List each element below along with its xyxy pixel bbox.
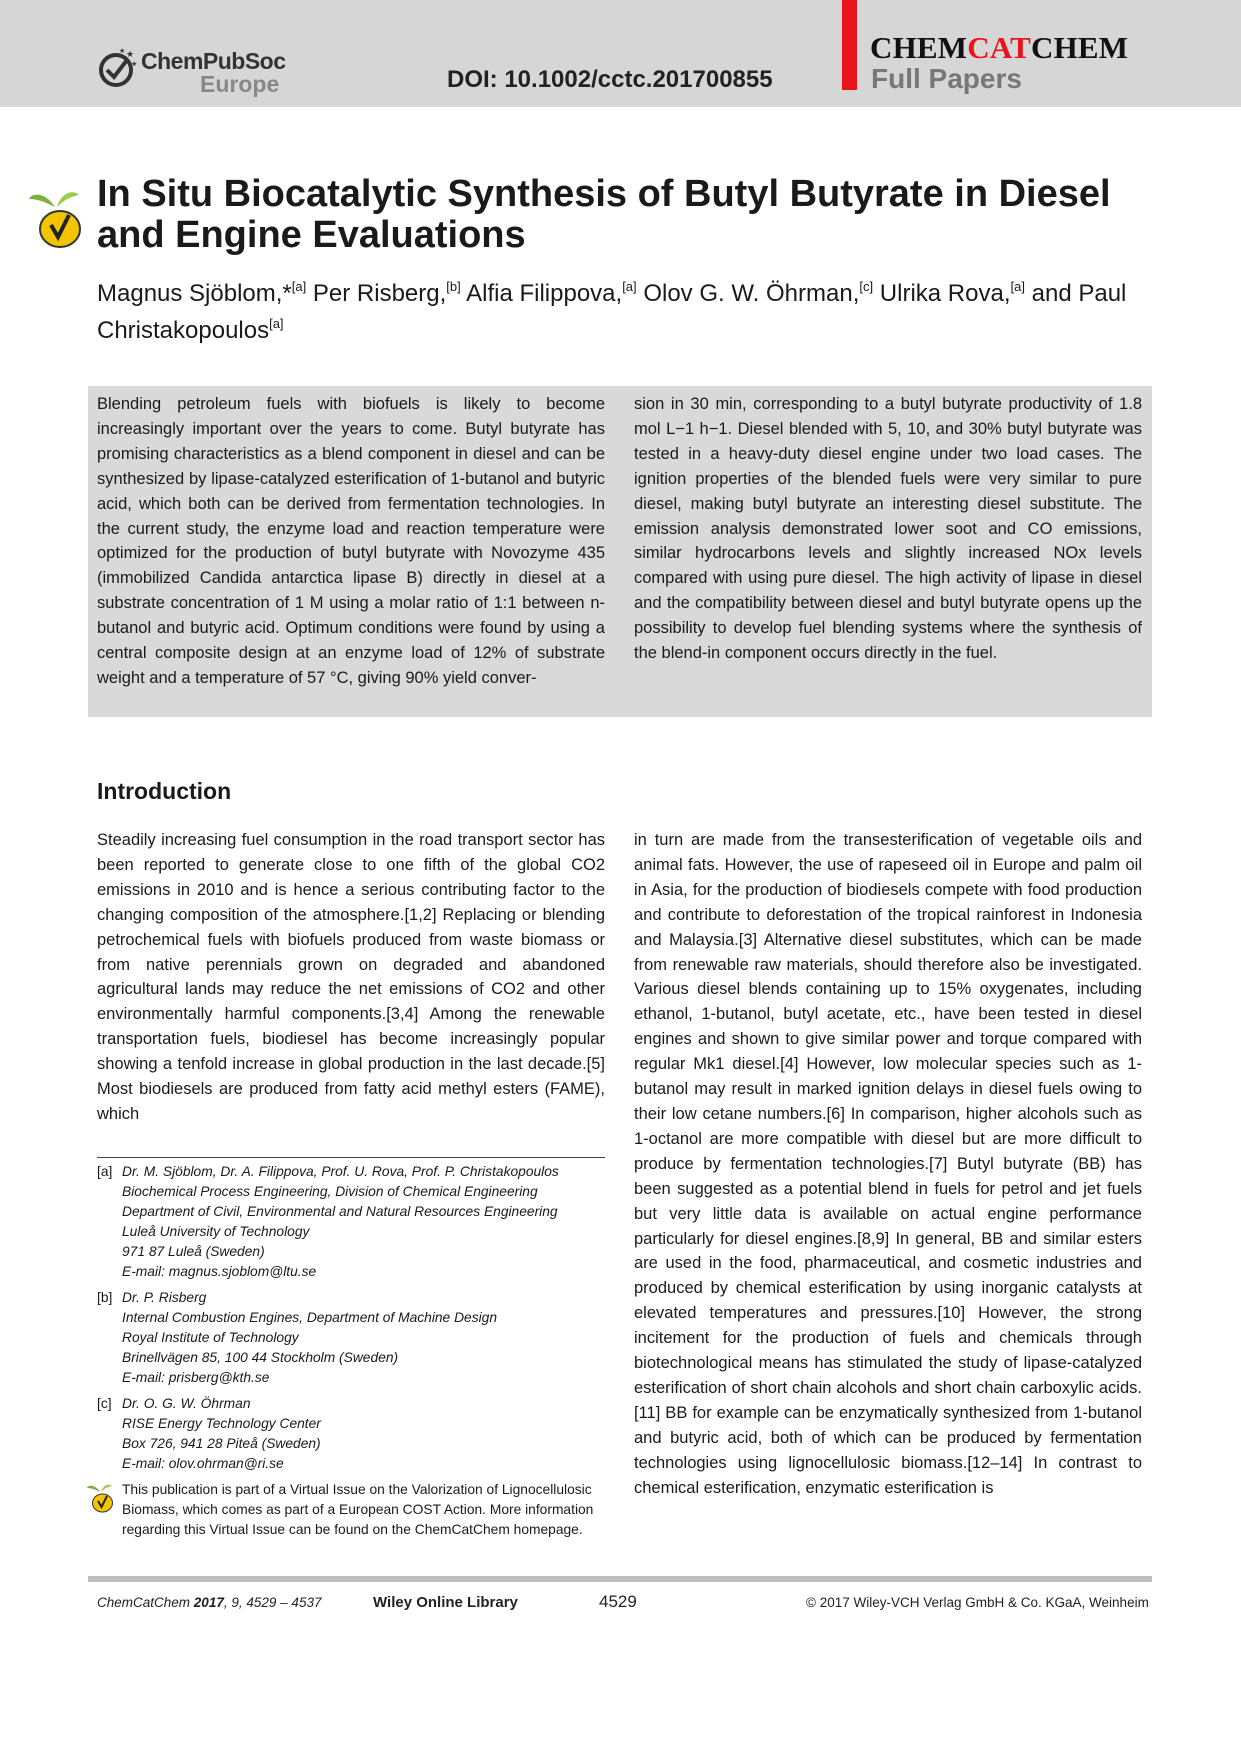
footer-volume: 9 (231, 1595, 239, 1610)
article-title: In Situ Biocatalytic Synthesis of Butyl Butyrate in Diesel and Engine Evaluations (97, 173, 1111, 256)
abstract-column-left (97, 392, 605, 691)
svg-text:★: ★ (126, 49, 135, 59)
author-affiliation-ref: [a] (291, 279, 307, 294)
affiliation-line: 971 87 Luleå (Sweden) (122, 1244, 265, 1259)
abstract-text: sion in 30 min, corresponding to a butyl butyrate productivity of 1.8 mol L−1 h−1. Diesel blended with 5, 10, and 30% butyl butyrate was tested in a heavy-duty diesel engine under two load cases. The ignition properties of the blended fuels were very similar to pure diesel, making butyl butyrate an interesting diesel substitute. The emission analysis demonstrated lower soot and CO emissions, similar hydrocarbons levels and slightly increased NOx levels compared with using pure diesel. The high activity of lipase in diesel and the compatibility between diesel and butyl butyrate opens up the possibility to develop fuel blending systems where the synthesis of the blend-in component occurs directly in the fuel. (634, 395, 1142, 663)
footer-year: 2017 (193, 1595, 224, 1610)
affiliation-line: Royal Institute of Technology (122, 1330, 299, 1345)
author-name: Ulrika Rova, (879, 280, 1011, 307)
page-number: 4529 (599, 1592, 637, 1611)
wiley-online-library-link[interactable]: Wiley Online Library (373, 1594, 518, 1611)
footer-pages: 4529 – 4537 (246, 1595, 322, 1610)
virtual-issue-note (97, 1480, 605, 1540)
introduction-column-left (97, 828, 605, 1127)
author-affiliation-ref: [a] (269, 316, 284, 331)
publisher-region: Europe (200, 71, 280, 97)
chempubsoc-emblem-icon (97, 48, 139, 90)
copyright-notice: © 2017 Wiley-VCH Verlag GmbH & Co. KGaA, Weinheim (806, 1595, 1149, 1610)
abstract-column-right (634, 392, 1142, 666)
abstract-text: Blending petroleum fuels with biofuels is likely to become increasingly important over the years to come. Butyl butyrate has promising characteristics as a blend component in diesel and can be synthesized by lipase-catalyzed esterification of 1-butanol and butyric acid, which both can be derived from fermentation technologies. In the current study, the enzyme load and reaction temperature were optimized for the production of butyl butyrate with Novozyme 435 (immobilized Candida antarctica lipase B) directly in diesel at a substrate concentration of 1 M using a molar ratio of 1:1 between n-butanol and butyric acid. Optimum conditions were found by using a central composite design at an enzyme load of 12% of substrate weight and a temperature of 57 °C, giving 90% yield conver- (97, 395, 605, 687)
affiliation-email[interactable]: E-mail: olov.ohrman@ri.se (122, 1456, 284, 1471)
virtual-issue-icon (27, 185, 87, 249)
affiliation-tag: [b] (97, 1290, 113, 1305)
journal-logo-suffix: CHEM (1031, 30, 1129, 65)
body-paragraph: Steadily increasing fuel consumption in the road transport sector has been reported to generate close to one fifth of the global CO2 emissions in 2010 and is hence a serious contributing factor to the changing composition of the atmosphere.[1,2] Replacing or blending petrochemical fuels with biofuels produced from waste biomass or from native perennials grown on degraded and abandoned agricultural lands may reduce the net emissions of CO2 and other environmentally harmful components.[3,4] Among the renewable transportation fuels, biodiesel has become increasingly popular showing a tenfold increase in global production in the last decade.[5] Most biodiesels are produced from fatty acid methyl esters (FAME), which (97, 831, 605, 1123)
footer-journal: ChemCatChem (97, 1595, 191, 1610)
virtual-issue-text: This publication is part of a Virtual Issue on the Valorization of Lignocellulosic Biomass, which comes as part of a European COST Action. More information regarding this Virtual Issue can be found on the ChemCatChem homepage. (122, 1482, 594, 1537)
affiliation-line: Biochemical Process Engineering, Division of Chemical Engineering (122, 1184, 538, 1199)
affiliation-line: Box 726, 941 28 Piteå (Sweden) (122, 1436, 321, 1451)
affiliation-email[interactable]: E-mail: prisberg@kth.se (122, 1370, 270, 1385)
affiliation-line: Luleå University of Technology (122, 1224, 310, 1239)
section-heading-introduction: Introduction (97, 778, 232, 804)
affiliation-line: Brinellvägen 85, 100 44 Stockholm (Sweden) (122, 1350, 399, 1365)
author-name: Magnus Sjöblom,* (97, 280, 292, 307)
author-name: Per Risberg, (312, 280, 447, 307)
affiliation-line: Internal Combustion Engines, Department of Machine Design (122, 1310, 498, 1325)
journal-accent-bar (842, 0, 857, 90)
footnote-divider (97, 1157, 605, 1158)
journal-logo-middle: CAT (967, 30, 1032, 65)
author-name: Alfia Filippova, (466, 280, 623, 307)
affiliation-tag: [a] (97, 1164, 113, 1179)
affiliation-line: RISE Energy Technology Center (122, 1416, 321, 1431)
affiliations (97, 1162, 605, 1540)
footer-divider (88, 1576, 1152, 1582)
section-type: Full Papers (871, 63, 1022, 94)
footer-citation: ChemCatChem 2017, 9, 4529 – 4537 (97, 1595, 322, 1610)
chempubsoc-logo (97, 44, 297, 96)
affiliation-line: Dr. O. G. W. Öhrman (122, 1396, 251, 1411)
svg-text:★: ★ (119, 48, 126, 55)
author-name: and Paul Christakopoulos (97, 280, 1127, 344)
publisher-name: ChemPubSoc (141, 48, 286, 74)
svg-text:★: ★ (131, 61, 138, 68)
affiliation-c (97, 1394, 605, 1474)
affiliation-tag: [c] (97, 1396, 112, 1411)
doi-link[interactable]: DOI: 10.1002/cctc.201700855 (447, 66, 773, 93)
journal-logo (870, 30, 1128, 66)
journal-logo-prefix: CHEM (870, 30, 968, 65)
author-affiliation-ref: [c] (859, 279, 874, 294)
author-name: Olov G. W. Öhrman, (643, 280, 860, 307)
affiliation-a (97, 1162, 605, 1282)
affiliation-line: Dr. P. Risberg (122, 1290, 207, 1305)
virtual-issue-icon (86, 1481, 116, 1513)
author-affiliation-ref: [a] (622, 279, 637, 294)
author-affiliation-ref: [b] (446, 279, 461, 294)
affiliation-b (97, 1288, 605, 1388)
affiliation-email[interactable]: E-mail: magnus.sjoblom@ltu.se (122, 1264, 317, 1279)
introduction-column-right (634, 828, 1142, 1500)
author-affiliation-ref: [a] (1010, 279, 1025, 294)
affiliation-line: Dr. M. Sjöblom, Dr. A. Filippova, Prof. U. Rova, Prof. P. Christakopoulos (122, 1164, 559, 1179)
affiliation-line: Department of Civil, Environmental and Natural Resources Engineering (122, 1204, 558, 1219)
author-list (97, 272, 1157, 346)
body-paragraph: in turn are made from the transesterification of vegetable oils and animal fats. However, the use of rapeseed oil in Europe and palm oil in Asia, for the production of biodiesels compete with food production and contribute to deforestation of the tropical rainforest in Indonesia and Malaysia.[3] Alternative diesel substitutes, which can be made from renewable raw materials, should therefore also be investigated. Various diesel blends containing up to 15% oxygenates, including ethanol, 1-butanol, butyl acetate, etc., have been tested in diesel engines and shown to give similar power and torque compared with regular Mk1 diesel.[4] However, low molecular species such as 1-butanol may result in marked ignition delays in diesel fuels owing to their low cetane numbers.[6] In comparison, higher alcohols such as 1-octanol are more compatible with diesel but are more difficult to produce by fermentation technologies.[7] Butyl butyrate (BB) has been suggested as a potential blend in fuels for petrol and jet fuels but very little data is available on actual engine performance particularly for diesel engines.[8,9] In general, BB and similar esters are used in the food, pharmaceutical, and cosmetic industries and produced by chemical esterification by using inorganic catalysts at elevated temperatures and pressures.[10] However, the strong incitement for the production of fuels and chemicals through biotechnological means has stimulated the study of lipase-catalyzed esterification of short chain alcohols and short chain carboxylic acids.[11] BB for example can be enzymatically synthesized from 1-butanol and butyric acid, both of which can be produced by fermentation technologies using lignocellulosic biomass.[12–14] In contrast to chemical esterification, enzymatic esterification is (634, 831, 1142, 1497)
